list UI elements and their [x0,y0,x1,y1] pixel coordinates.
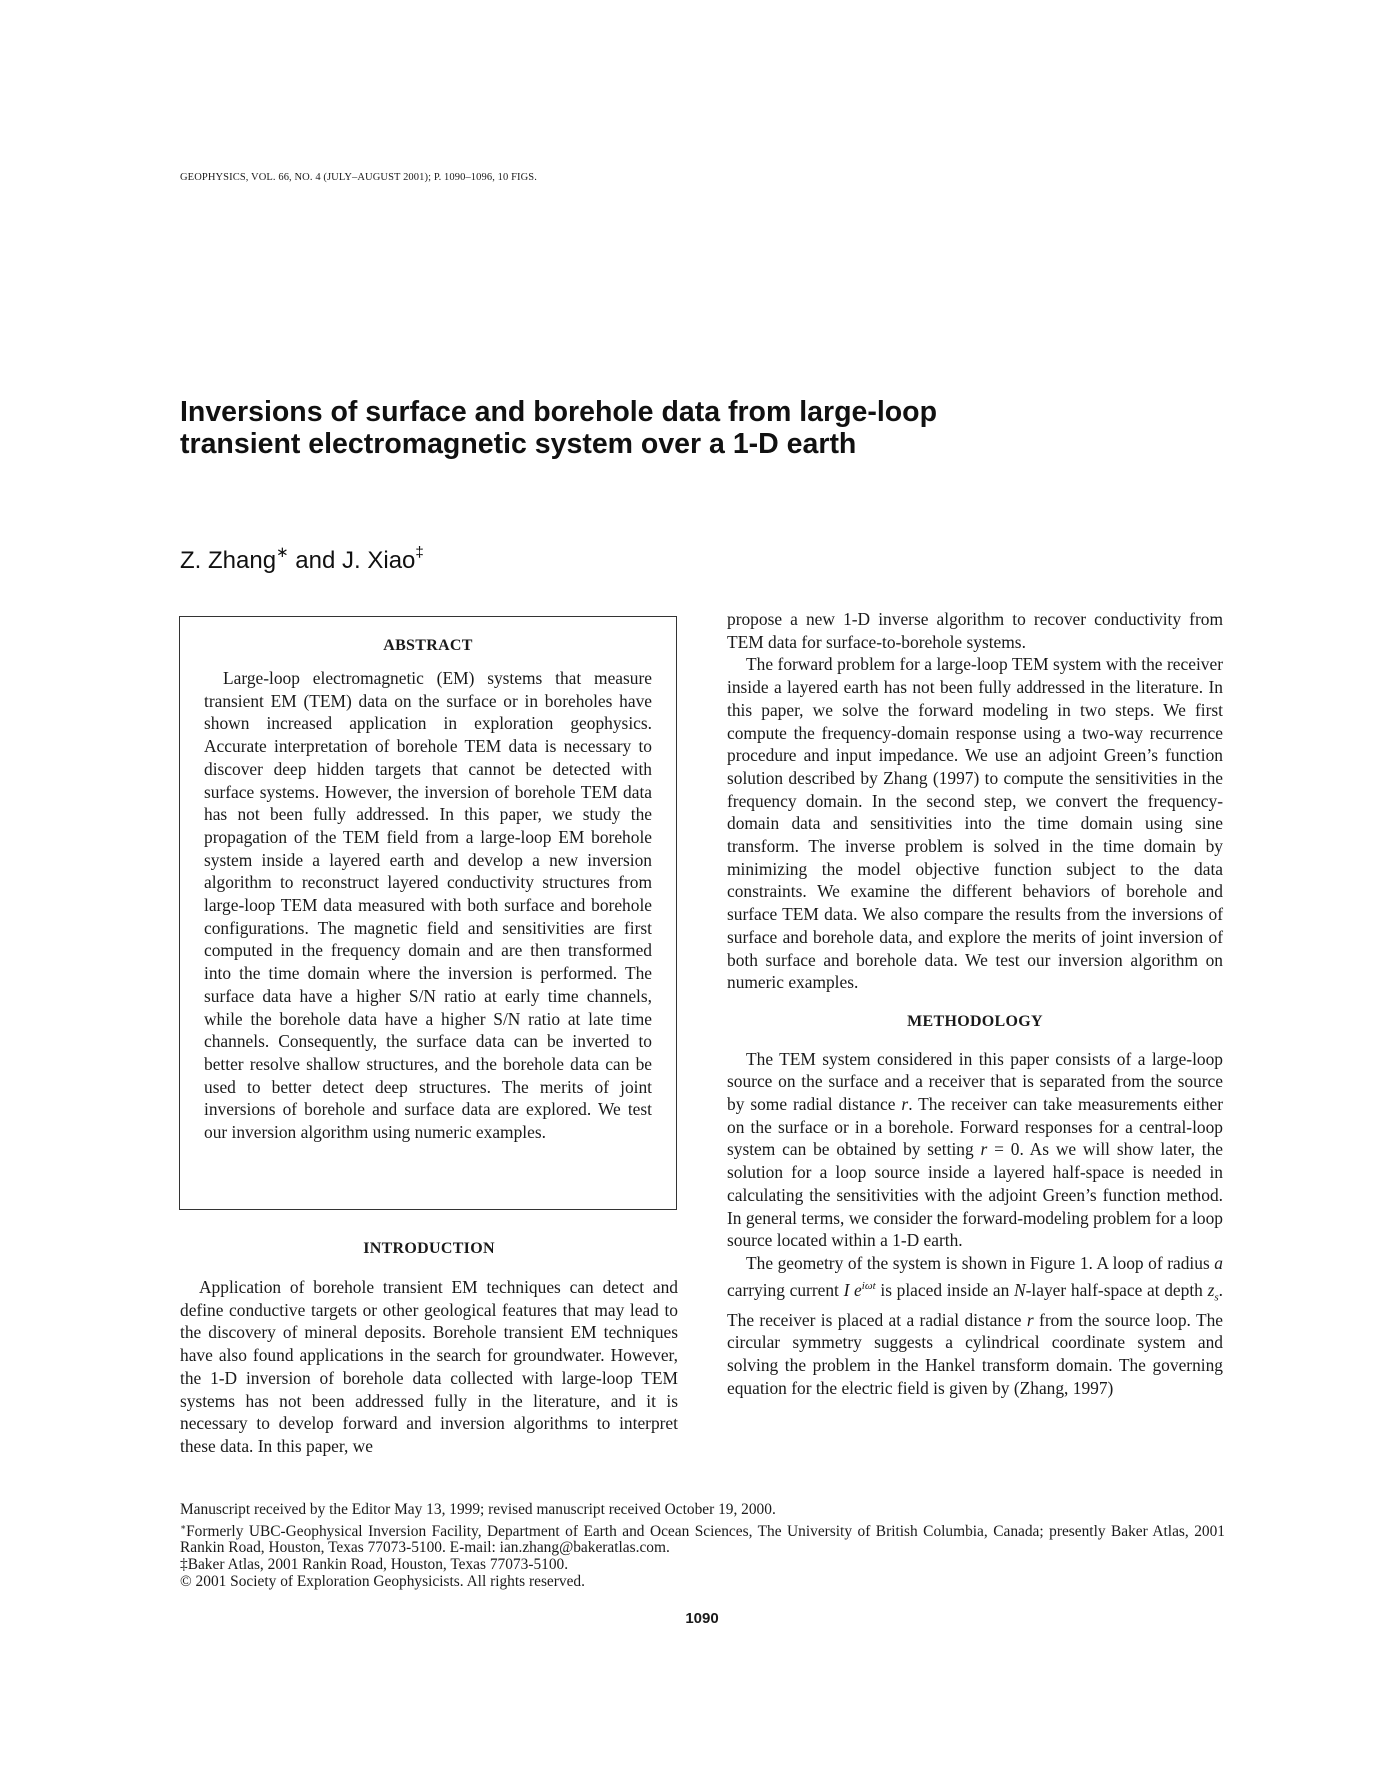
introduction-paragraph-2: The forward problem for a large-loop TEM system with the receiver inside a layered earth has not been fully addressed in the literature. In this paper, we solve the forward modeling in two steps. We first compute the frequency-domain response using a two-way recurrence procedure and input impedance. We use an adjoint Green’s function solution described by Zhang (1997) to compute the sensitivities in the frequency domain. In the second step, we convert the frequency-domain data and sensitivities into the time domain using sine transform. The inverse problem is solved in the time domain by minimizing the model objective function subject to the data constraints. We examine the different behaviors of borehole and surface TEM data. We also compare the results from the inversions of surface and borehole data, and explore the merits of joint inversion of both surface and borehole data. We test our inversion algorithm on numeric examples. [727,654,1223,993]
introduction-heading: INTRODUCTION [363,1240,495,1257]
author-2-mark: ‡ [415,544,424,561]
abstract-heading: ABSTRACT [383,637,473,654]
methodology-paragraph-2: The geometry of the system is shown in Figure 1. A loop of radius a carrying current I $e^{i\omega t}$ is placed inside an N-layer half-space at depth $z_s$. The receiver is placed at a radial distance r from the source loop. The circular symmetry suggests a cylindrical coordinate system and solving the problem in the Hankel transform domain. The governing equation for the electric field is given by (Zhang, 1997) [727,1252,1223,1398]
paper-title [180,396,1040,460]
title-line-1: Inversions of surface and borehole data from large-loop [180,396,937,428]
author-1-mark: ∗ [276,544,289,561]
page-number: 1090 [685,1610,719,1627]
methodology-paragraph-1: The TEM system considered in this paper consists of a large-loop source on the surface and a receiver that is separated from the source by some radial distance r. The receiver can take measurements either on the surface or in a borehole. Forward responses for a central-loop system can be obtained by setting r = 0. As we will show later, the solution for a loop source inside a layered half-space is needed in calculating the sensitivities with the adjoint Green’s function method. In general terms, we consider the forward-modeling problem for a loop source located within a 1-D earth. [727,1048,1223,1251]
footnote-affiliation-1: ∗Formerly UBC-Geophysical Inversion Facility, Department of Earth and Ocean Sciences, The University of British Columbia, Canada; presently Baker Atlas, 2001 Rankin Road, Houston, Texas 77073-5100. E-mail: ian.zhang@bakeratlas.com. [180,1521,1225,1557]
introduction-paragraph: Application of borehole transient EM techniques can detect and define conductive targets or other geological features that may lead to the discovery of mineral deposits. Borehole transient EM techniques have also found applications in the search for groundwater. However, the 1-D inversion of borehole data collected with large-loop TEM systems has not been addressed fully in the literature, and it is necessary to develop forward and inversion algorithms to interpret these data. In this paper, we [180,1277,678,1456]
title-line-2: transient electromagnetic system over a 1-D earth [180,428,857,460]
author-2: J. Xiao [342,547,416,574]
footnote-copyright: © 2001 Society of Exploration Geophysicists. All rights reserved. [180,1572,585,1590]
introduction-continued: propose a new 1-D inverse algorithm to recover conductivity from TEM data for surface-to-borehole systems. [727,609,1223,652]
abstract-box [179,616,677,1210]
footnotes [180,1502,1225,1590]
footnote-received: Manuscript received by the Editor May 13, 1999; revised manuscript received October 19, 2000. [180,1501,776,1518]
abstract-paragraph: Large-loop electromagnetic (EM) systems that measure transient EM (TEM) data on the surface or in boreholes have shown increased application in exploration geophysics. Accurate interpretation of borehole TEM data is necessary to discover deep hidden targets that cannot be detected with surface systems. However, the inversion of borehole TEM data has not been fully addressed. In this paper, we study the propagation of the TEM field from a large-loop EM borehole system inside a layered earth and develop a new inversion algorithm to reconstruct layered conductivity structures from large-loop TEM data measured with both surface and borehole configurations. The magnetic field and sensitivities are first computed in the frequency domain and are then transformed into the time domain where the inversion is performed. The surface data have a higher S/N ratio at early time channels, while the borehole data have a higher S/N ratio at late time channels. Consequently, the surface data can be inverted to better resolve shallow structures, and the borehole data can be used to better detect deep structures. The merits of joint inversions of borehole and surface data are explored. We test our inversion algorithm using numeric examples. [204,668,652,1143]
footnote-affiliation-2: ‡Baker Atlas, 2001 Rankin Road, Houston, Texas 77073-5100. [180,1555,569,1573]
author-connector: and [288,547,343,574]
right-column [727,608,1223,1399]
author-line [180,545,424,575]
author-1: Z. Zhang [180,547,277,574]
journal-header: GEOPHYSICS, VOL. 66, NO. 4 (JULY–AUGUST 2001); P. 1090–1096, 10 FIGS. [180,172,537,183]
methodology-heading: METHODOLOGY [907,1012,1043,1030]
